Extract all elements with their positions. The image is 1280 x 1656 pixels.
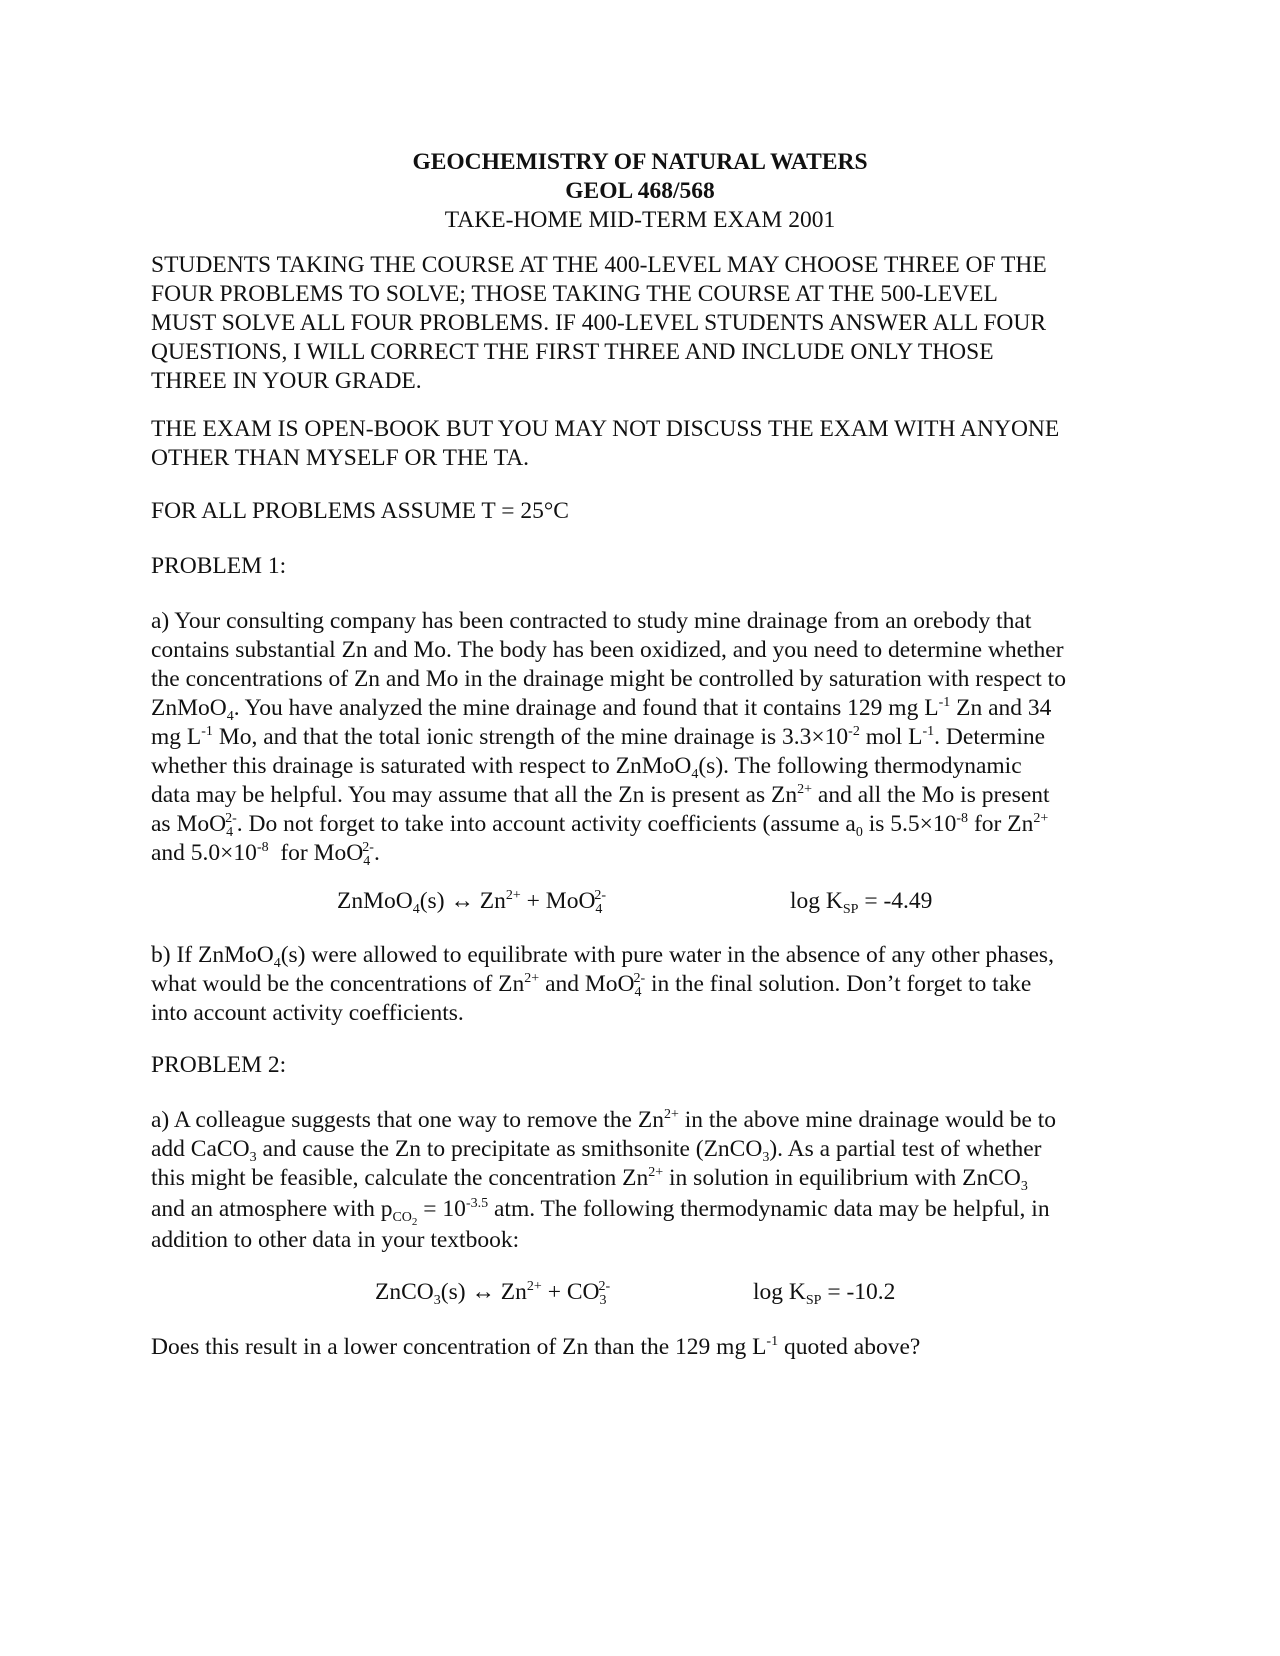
problem-2-ksp <box>753 1278 895 1307</box>
subscript: SP <box>805 1293 822 1308</box>
text-run: and 5.0×10 <box>151 840 257 866</box>
text-line <box>151 1333 1151 1362</box>
text-run: Does this result in a lower concentration of Zn than the 129 mg L <box>151 1334 767 1360</box>
text-line <box>151 1193 1151 1226</box>
superscript: 2- <box>598 1279 611 1294</box>
text-run: in the final solution. Don’t forget to take <box>645 971 1032 997</box>
instruction-line: QUESTIONS, I WILL CORRECT THE FIRST THREE AND INCLUDE ONLY THOSE <box>151 339 994 365</box>
text-line <box>151 1164 1151 1193</box>
instruction-line: OTHER THAN MYSELF OR THE TA. <box>151 445 530 471</box>
text-line <box>151 694 1151 723</box>
text-run: ZnMoO <box>337 888 413 914</box>
text-line <box>151 1106 1151 1135</box>
problem-1-heading <box>151 552 1151 581</box>
text-run: for MoO <box>268 840 364 866</box>
text-run: quoted above? <box>778 1334 921 1360</box>
text-line <box>151 970 1151 999</box>
problem-1-heading-text: PROBLEM 1: <box>151 553 287 579</box>
text-run: and cause the Zn to precipitate as smithsonite (ZnCO <box>256 1136 763 1162</box>
problem-2-heading-text: PROBLEM 2: <box>151 1052 287 1078</box>
text-run: + MoO <box>520 888 596 914</box>
subscript: 2 <box>411 1216 418 1228</box>
text-run: . <box>373 840 380 866</box>
text-run: = -10.2 <box>821 1279 896 1305</box>
text-run: data may be helpful. You may assume that all the Zn is present as Zn <box>151 782 798 808</box>
subscript: 3 <box>762 1150 770 1165</box>
problem-2-reaction <box>375 1278 610 1307</box>
instruction-line: STUDENTS TAKING THE COURSE AT THE 400-LEVEL MAY CHOOSE THREE OF THE <box>151 252 1047 278</box>
exam-header <box>0 148 1280 235</box>
instruction-line: THE EXAM IS OPEN-BOOK BUT YOU MAY NOT DISCUSS THE EXAM WITH ANYONE <box>151 416 1060 442</box>
subscript: 3 <box>433 1293 441 1308</box>
text-run: Mo, and that the total ionic strength of the mine drainage is 3.3×10 <box>212 724 849 750</box>
text-line: into account activity coefficients. <box>151 1000 464 1026</box>
subscript: 4 <box>595 902 603 917</box>
text-run: this might be feasible, calculate the concentration Zn <box>151 1165 649 1191</box>
problem-1-ksp <box>790 887 932 916</box>
superscript: 2- <box>633 971 646 986</box>
temperature-assumption <box>151 497 1151 526</box>
text-run: (s) were allowed to equilibrate with pure water in the absence of any other phases, <box>280 942 1054 968</box>
text-run: = 10 <box>417 1196 466 1222</box>
text-line <box>151 781 1151 810</box>
superscript: -1 <box>766 1334 779 1349</box>
problem-1-reaction <box>337 887 606 916</box>
text-run: log K <box>790 888 843 914</box>
text-run: and all the Mo is present <box>812 782 1050 808</box>
superscript: 2- <box>594 888 607 903</box>
superscript: -1 <box>938 695 951 710</box>
text-run: = -4.49 <box>858 888 933 914</box>
superscript: 2+ <box>1033 811 1049 826</box>
text-run: add CaCO <box>151 1136 250 1162</box>
text-run: and an atmosphere with p <box>151 1196 393 1222</box>
subscript: 4 <box>634 985 642 1000</box>
instructions-paragraph-1 <box>151 251 1151 396</box>
problem-1-part-a <box>151 607 1151 868</box>
text-run: . You have analyzed the mine drainage and found that it contains 129 mg L <box>233 695 939 721</box>
text-line <box>151 1135 1151 1164</box>
superscript: 2- <box>362 840 374 855</box>
subscript: 0 <box>855 825 863 840</box>
text-run: mg L <box>151 724 202 750</box>
superscript: 2+ <box>526 1279 542 1294</box>
subscript: 4 <box>273 956 281 971</box>
subscript: 4 <box>363 854 371 869</box>
subscript: 4 <box>226 825 234 840</box>
superscript: 2+ <box>505 888 521 903</box>
text-run: a) A colleague suggests that one way to remove the Zn <box>151 1107 664 1133</box>
text-run: what would be the concentrations of Zn <box>151 971 525 997</box>
problem-1-part-b <box>151 941 1151 1028</box>
text-run: mol L <box>859 724 923 750</box>
text-line <box>151 941 1151 970</box>
text-line <box>151 810 1151 839</box>
problem-2-question <box>151 1333 1151 1362</box>
superscript: -3.5 <box>465 1196 489 1211</box>
text-run: (s) ↔ Zn <box>419 888 506 914</box>
course-number: GEOL 468/568 <box>565 178 715 204</box>
text-run: + CO <box>541 1279 600 1305</box>
text-run: ). As a partial test of whether <box>769 1136 1042 1162</box>
text-run: ZnMoO <box>151 695 227 721</box>
text-run: b) If ZnMoO <box>151 942 274 968</box>
text-line: the concentrations of Zn and Mo in the drainage might be controlled by saturation with respect to <box>151 666 1066 692</box>
text-run: (s). The following thermodynamic <box>698 753 1022 779</box>
text-run: in solution in equilibrium with ZnCO <box>663 1165 1021 1191</box>
subscript: 4 <box>226 709 234 724</box>
text-run: . Determine <box>934 724 1046 750</box>
text-line: contains substantial Zn and Mo. The body has been oxidized, and you need to determine whether <box>151 637 1064 663</box>
superscript: -2 <box>848 724 860 739</box>
text-run: in the above mine drainage would be to <box>678 1107 1057 1133</box>
superscript: -8 <box>256 840 269 855</box>
superscript: 2+ <box>524 971 540 986</box>
instructions-paragraph-2 <box>151 415 1151 473</box>
text-line: addition to other data in your textbook: <box>151 1227 520 1253</box>
text-run: . Do not forget to take into account activity coefficients (assume a <box>236 811 856 837</box>
instruction-line: FOUR PROBLEMS TO SOLVE; THOSE TAKING THE COURSE AT THE 500-LEVEL <box>151 281 998 307</box>
subscript: 3 <box>249 1150 257 1165</box>
text-run: for Zn <box>968 811 1034 837</box>
text-run: is 5.5×10 <box>862 811 957 837</box>
subscript: CO <box>392 1210 412 1225</box>
text-run: (s) ↔ Zn <box>440 1279 527 1305</box>
exam-title: TAKE-HOME MID-TERM EXAM 2001 <box>444 207 836 233</box>
subscript: 3 <box>599 1293 607 1308</box>
instruction-line: MUST SOLVE ALL FOUR PROBLEMS. IF 400-LEVEL STUDENTS ANSWER ALL FOUR <box>151 310 1047 336</box>
subscript: 4 <box>412 902 420 917</box>
instruction-line: THREE IN YOUR GRADE. <box>151 368 422 394</box>
subscript: 4 <box>691 767 699 782</box>
text-line <box>151 723 1151 752</box>
problem-2-part-a <box>151 1106 1151 1255</box>
text-run: ZnCO <box>375 1279 434 1305</box>
subscript: SP <box>842 902 859 917</box>
text-run: whether this drainage is saturated with respect to ZnMoO <box>151 753 692 779</box>
text-run: and MoO <box>539 971 635 997</box>
superscript: -1 <box>922 724 935 739</box>
text-run: log K <box>753 1279 806 1305</box>
text-line: a) Your consulting company has been contracted to study mine drainage from an orebody that <box>151 608 1032 634</box>
superscript: -1 <box>201 724 213 739</box>
superscript: 2- <box>225 811 237 826</box>
text-line <box>151 752 1151 781</box>
text-run: as MoO <box>151 811 227 837</box>
text-run: atm. The following thermodynamic data may be helpful, in <box>488 1196 1050 1222</box>
superscript: 2+ <box>663 1107 679 1122</box>
text-line <box>151 839 1151 868</box>
text-run: Zn and 34 <box>950 695 1052 721</box>
problem-2-heading <box>151 1051 1151 1080</box>
superscript: 2+ <box>648 1165 664 1180</box>
course-title: GEOCHEMISTRY OF NATURAL WATERS <box>412 149 868 175</box>
subscript: 3 <box>1020 1179 1028 1194</box>
superscript: -8 <box>956 811 969 826</box>
superscript: 2+ <box>797 782 813 797</box>
temperature-text: FOR ALL PROBLEMS ASSUME T = 25°C <box>151 498 569 524</box>
